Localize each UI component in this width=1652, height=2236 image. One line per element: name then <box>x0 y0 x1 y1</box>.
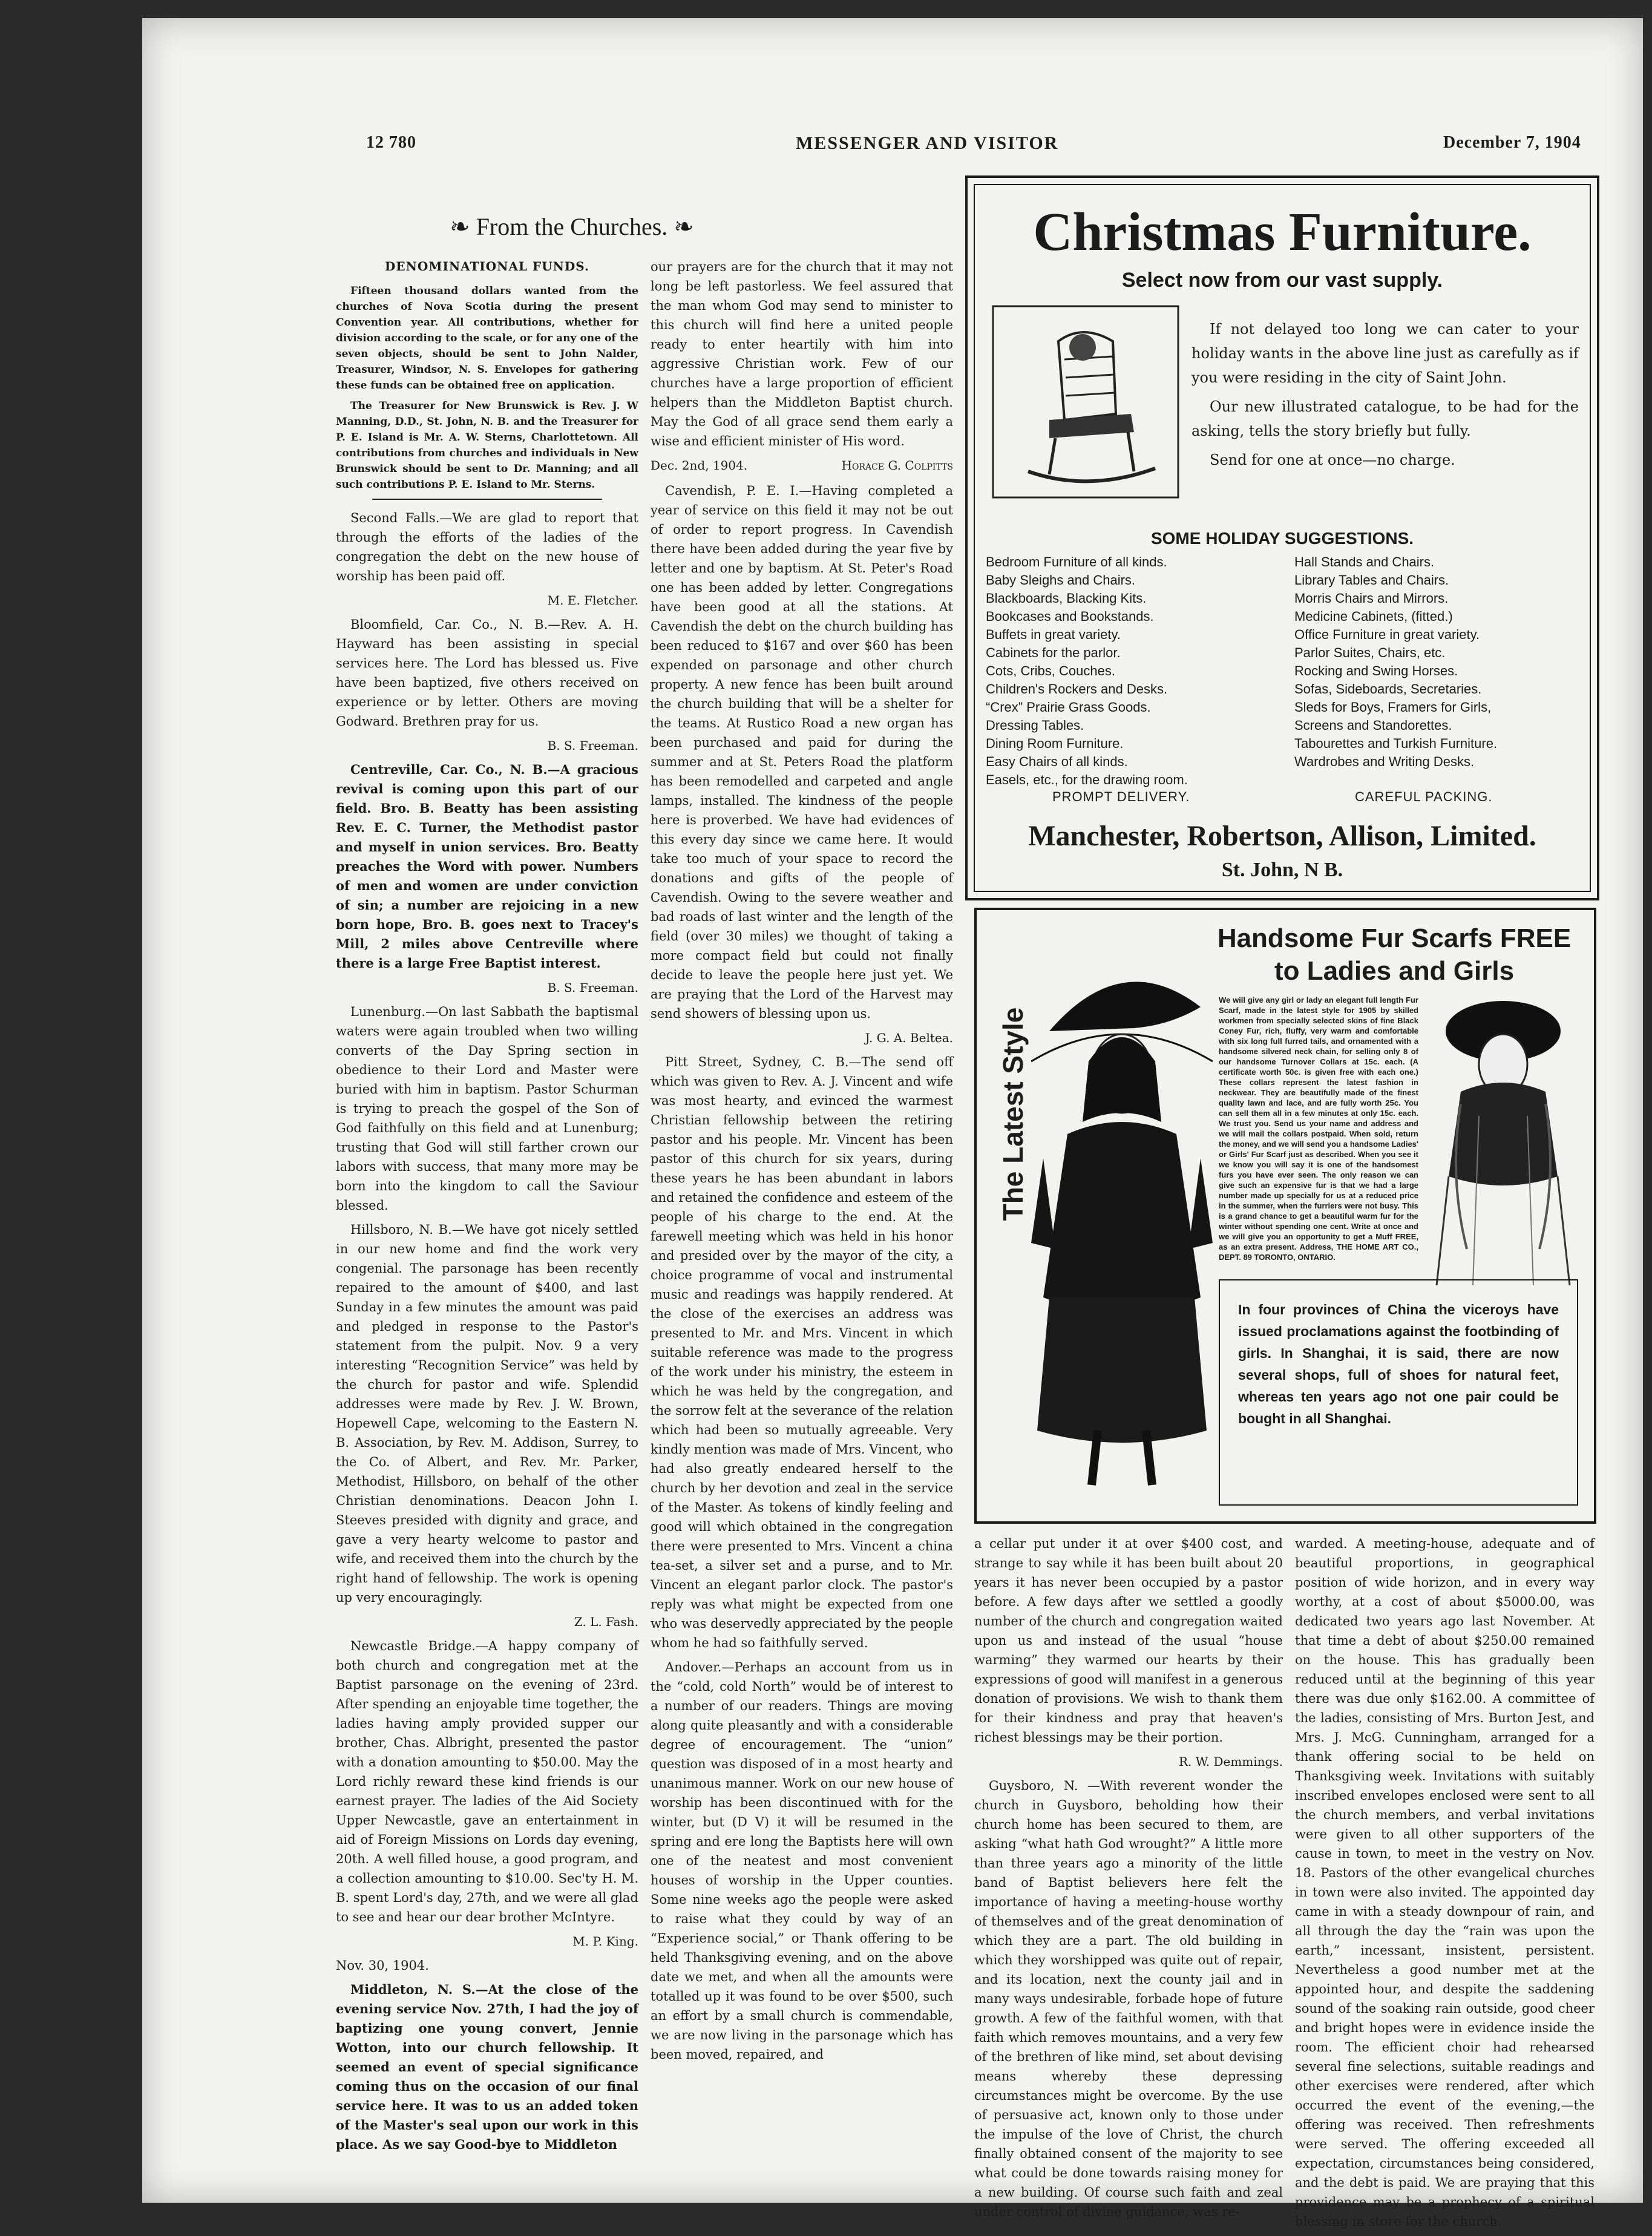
fur-ad-title-2: to Ladies and Girls <box>1274 956 1515 986</box>
suggestion-item: Buffets in great variety. <box>986 627 1121 642</box>
middleton-report: Middleton, N. S.—At the close of the evening service Nov. 27th, I had the joy of baptizing one young convert, Jennie Wotton, into our church fellowship. It seemed an event of special significance coming thus on the occasion of our final service here. It was to us an added token of the Master's seal upon our work in this place. As we say Good-bye to Middleton <box>336 1982 638 2152</box>
suggestion-item: Sofas, Sideboards, Secretaries. <box>1294 681 1482 697</box>
suggestion-item: Dressing Tables. <box>986 718 1084 733</box>
suggestion-item: Office Furniture in great variety. <box>1294 627 1480 642</box>
company-name: Manchester, Robertson, Allison, Limited. <box>1028 820 1536 852</box>
funds-notice: Fifteen thousand dollars wanted from the churches of Nova Scotia during the present Convention year. All contributions, whether for division according to the scale, or for any one of the seven objects, should be sent to John Nalder, Treasurer, Windsor, N. S. Envelopes for gathering these funds can be obtained free on application. <box>336 285 638 392</box>
suggestion-item: Medicine Cabinets, (fitted.) <box>1294 609 1453 624</box>
signature: B. S. Freeman. <box>547 980 638 995</box>
funds-heading: DENOMINATIONAL FUNDS. <box>385 259 589 274</box>
andover-report: Andover.—Perhaps an account from us in the “cold, cold North” would be of interest to a number of our readers. Things are moving along quite pleasantly and with a considerable degree of encouragement. The “union” question was disposed of in a most hearty and unanimous manner. Work on our new house of worship has been discontinued with for the winter, but (D V) it will be resumed in the spring and ere long the Baptists here will own one of the neatest and most convenient houses of worship in the Upper counties. Some nine weeks ago the people were asked to raise what they could by way of an “Experience social,” or Thank offering to be held Thanksgiving evening, and on the above date we met, and when all the amounts were totalled up it was found to be over $500, such an effort by a small church is commendable, we are now living in the parsonage which has been moved, repaired, and <box>651 1660 953 2062</box>
ad-body-text: If not delayed too long we can cater to your holiday wants in the above line just as carefully as if you were residing in the city of Saint John. <box>1191 321 1579 386</box>
suggestion-item: Tabourettes and Turkish Furniture. <box>1294 736 1498 751</box>
girl-in-fur-coat-illustration <box>1031 959 1213 1503</box>
signature: J. G. A. Beltea. <box>865 1031 953 1045</box>
guysboro-continued: warded. A meeting-house, adequate and of beautiful proportions, in geographical position of wide horizon, and in every way worthy, at a cost of about $5000.00, was dedicated two years ago last November. At that time a debt of about $250.00 remained on the house. This has gradually been reduced until at the beginning of this year there was due only $162.00. A committee of the ladies, consisting of Mrs. Burton Jest, and Mrs. J. McG. Cunningham, arranged for a thank offering social to be held on Thanksgiving week. Invitations with suitably inscribed envelopes enclosed were sent to all the church members, and verbal invitations were given to all other supporters of the cause in town, to meet in the vestry on Nov. 18. Pastors of the other evangelical churches in town were also invited. The appointed day came in with a steady downpour of rain, and all through the day the “rain was upon the earth,” incessant, insistent, persistent. Nevertheless a good number met at the appointed hour, and despite the saddening sound of the soaking rain outside, good cheer and bright hopes were in evidence inside the room. The efficient choir had rehearsed several fine selections, suitable readings and other exercises were rendered, after which occurred the event of the evening,—the offering was received. Then refreshments were served. The offering exceeded all expectation, circumstances being considered, and the debt is paid. We are praying that this providence may be a prophecy of a spiritual blessing in store for the church. <box>1295 1536 1595 2229</box>
newspaper-page <box>142 18 1643 2229</box>
column-1 <box>336 212 694 2159</box>
column-3-lower <box>974 1534 1283 2226</box>
suggestion-item: Rocking and Swing Horses. <box>1294 663 1458 678</box>
page-number: 12 780 <box>366 133 416 152</box>
suggestion-item: Hall Stands and Chairs. <box>1294 554 1435 569</box>
suggestions-list-right <box>1294 553 1585 771</box>
guysboro-report: Guysboro, N. —With reverent wonder the church in Guysboro, beholding how their church home has been secured to them, are asking “what hath God wrought?” A little more than three years ago a minority of the little band of Baptist believers here felt the importance of having a meeting-house worthy of themselves and of the great denomination of which they are a part. The old building in which they worshipped was quite out of repair, and its location, next the county jail and in many ways undesirable, forbade hope of future growth. A few of the faithful women, with that faith which removes mountains, and a very few of the brethren of like mind, set about devising means whereby these depressing circumstances might be overcome. By the use of persuasive act, known only to those under the impulse of the love of Christ, the church finally obtained consent of the majority to see what could be done towards raising money for a new building. Of course such faith and zeal under control of divine guidance, was re- <box>974 1779 1283 2219</box>
latest-style-banner <box>989 946 1029 1285</box>
issue-date: December 7, 1904 <box>1443 133 1581 152</box>
cavendish-report: Cavendish, P. E. I.—Having completed a year of service on this field it may not be out of order to report progress. In Cavendish there have been added during the year five by letter and one by baptism. At St. Peter's Road one has been added by letter. Congregations have been good at all the stations. At Cavendish the debt on the church building has been reduced to $167 and over $60 has been expended on parsonage and other church property. A new fence has been built around the church building that will be a shelter for the teams. At Rustico Road a new organ has been purchased and paid for during the summer and at St. Peters Road the platform has been remodelled and carpeted and angle lamps, installed. The kindness of the people here is proverbed. We have had evidences of this every day since we came here. It would take too much of your space to record the donations and gifts of the people of Cavendish. Owing to the severe weather and bad roads of last winter and the length of the field (over 30 miles) we thought of taking a more compact field but could not finally decide to leave the people here just yet. We are praying that the Lord of the Harvest may send showers of blessing upon us. <box>651 484 953 1021</box>
suggestion-item: Wardrobes and Writing Desks. <box>1294 754 1475 769</box>
suggestion-item: Children's Rockers and Desks. <box>986 681 1168 697</box>
signature: B. S. Freeman. <box>547 738 638 753</box>
china-note-box <box>1219 1279 1578 1506</box>
suggestions-list-left <box>986 553 1288 789</box>
dateline: Nov. 30, 1904. <box>336 1958 429 1973</box>
suggestion-item: Bedroom Furniture of all kinds. <box>986 554 1167 569</box>
sydney-report: Pitt Street, Sydney, C. B.—The send off which was given to Rev. A. J. Vincent and wife was most hearty, and evinced the warmest Christian fellowship between the retiring pastor and his people. Mr. Vincent has been pastor of this church for six years, during these years he has been abundant in labors and retained the confidence and esteem of the people of his charge to the end. At the farewell meeting which was held in his honor and presided over by the mayor of the city, a choice programme of vocal and instrumental music and readings was happily rendered. At the close of the exercises an address was presented to Mr. and Mrs. Vincent in which suitable reference was made to the progress of the work under his ministry, the esteem in which he was held by the congregation, and the sorrow felt at the severance of the relation which had been so mutually agreeable. Very kindly mention was made of Mrs. Vincent, who had also greatly endeared herself to the church by her devotion and zeal in the service of the Master. As tokens of kindly feeling and good will which obtained in the congregation there were presented to Mrs. Vincent a china tea-set, a silver set and a purse, and to Mr. Vincent an elegant parlor clock. The pastor's reply was what might be expected from one who was deservedly appreciated by the people whom he had so faithfully served. <box>651 1055 953 1650</box>
signature: M. P. King. <box>572 1934 638 1949</box>
suggestions-heading: SOME HOLIDAY SUGGESTIONS. <box>1150 529 1414 548</box>
china-footbinding-note: In four provinces of China the viceroys have issued proclamations against the footbinding of girls. In Shanghai, it is said, there are now several shops, full of shoes for natural feet, whereas ten years ago not one pair could be bought in all Shanghai. <box>1238 1302 1559 1426</box>
bloomfield-report: Bloomfield, Car. Co., N. B.—Rev. A. H. Hayward has been assisting in special services here. The Lord has blessed us. Five have been baptized, five others received on experience or by letter. Others are moving Godward. Brethren pray for us. <box>336 617 638 729</box>
suggestion-item: Baby Sleighs and Chairs. <box>986 572 1136 588</box>
ad-subtitle: Select now from our vast supply. <box>1121 269 1443 292</box>
company-city: St. John, N B. <box>1221 859 1343 881</box>
ad-title: Christmas Furniture. <box>1033 202 1532 262</box>
ad-catalogue-text: Our new illustrated catalogue, to be had for the asking, tells the story briefly but fully. <box>1191 398 1579 439</box>
divider <box>372 499 602 500</box>
prompt-delivery: PROMPT DELIVERY. <box>1052 789 1190 804</box>
fur-ad-headline <box>1207 922 1582 988</box>
ad-send-text: Send for one at once—no charge. <box>1210 451 1455 468</box>
signature: Z. L. Fash. <box>574 1615 638 1629</box>
side-text: The Latest Style <box>997 1007 1029 1221</box>
christmas-furniture-ad <box>965 175 1599 900</box>
suggestion-item: “Crex” Prairie Grass Goods. <box>986 700 1151 715</box>
signature: M. E. Fletcher. <box>547 593 638 608</box>
suggestion-item: Easels, etc., for the drawing room. <box>986 772 1188 787</box>
suggestion-item: Parlor Suites, Chairs, etc. <box>1294 645 1446 660</box>
newcastle-bridge-report: Newcastle Bridge.—A happy company of both church and congregation met at the Baptist parsonage on the evening of 23rd. After spending an enjoyable time together, the ladies having amply provided supper our brother, Chas. Albright, presented the pastor with a donation amounting to $50.00. May the Lord richly reward these kind friends is our earnest prayer. The ladies of the Aid Society Upper Newcastle, gave an entertainment in aid of Foreign Missions on Lords day evening, 20th. A well filled house, a good program, and a collection amounting to $10.00. Sec'ty H. M. B. spent Lord's day, 27th, and we were all glad to see and hear our dear brother McIntyre. <box>336 1639 638 1924</box>
careful-packing: CAREFUL PACKING. <box>1355 789 1493 804</box>
funds-treasurers: The Treasurer for New Brunswick is Rev. J. W Manning, D.D., St. John, N. B. and the Treasurer for P. E. Island is Mr. A. W. Sterns, Charlottetown. All contributions from churches and individuals in New Brunswick should be sent to Dr. Manning; and all such contributions P. E. Island to Mr. Sterns. <box>336 400 638 491</box>
suggestion-item: Sleds for Boys, Framers for Girls, <box>1294 700 1492 715</box>
suggestion-item: Bookcases and Bookstands. <box>986 609 1154 624</box>
suggestion-item: Library Tables and Chairs. <box>1294 572 1449 588</box>
fleuron-left-icon: ❧ <box>450 213 476 240</box>
suggestion-item: Dining Room Furniture. <box>986 736 1124 751</box>
second-falls-report: Second Falls.—We are glad to report that through the efforts of the ladies of the congregation the debt on the new house of worship has been paid off. <box>336 511 638 583</box>
signature-date: Dec. 2nd, 1904. <box>651 458 748 473</box>
signature-line <box>651 456 953 475</box>
centreville-report: Centreville, Car. Co., N. B.—A gracious revival is coming upon this part of our field. Bro. B. Beatty has been assisting Rev. E. C. Turner, the Methodist pastor and myself in union services. Bro. Beatty preaches the Word with power. Numbers of men and women are under conviction of sin; a number are rejoicing in a new born hope, Bro. B. goes next to Tracey's Mill, 2 miles above Centreville where there is a large Free Baptist interest. <box>336 762 638 971</box>
suggestion-item: Screens and Standorettes. <box>1294 718 1452 733</box>
hillsboro-report: Hillsboro, N. B.—We have got nicely settled in our new home and find the work very congenial. The parsonage has been recently repaired to the amount of $400, and last Sunday in a few minutes the amount was paid and pledged in response to the Pastor's statement from the pulpit. Nov. 9 a very interesting “Recognition Service” was held by the church for pastor and wife. Splendid addresses were made by Rev. J. W. Brown, Hopewell Cape, welcoming to the Eastern N. B. Association, by Rev. M. Addison, Surrey, to the Co. of Albert, and Rev. Mr. Parker, Methodist, Hillsboro, on behalf of the other Christian denominations. Deacon John I. Steeves presided with dignity and grace, and gave a very hearty welcome to pastor and wife, and received them into the church by the right hand of fellowship. The work is opening up very encouragingly. <box>336 1222 638 1605</box>
ad-body <box>1191 317 1579 472</box>
andover-continued: a cellar put under it at over $400 cost, and strange to say while it has been built about 20 years it has never been occupied by a pastor before. A few days after we settled a goodly number of the church and congregation waited upon us and instead of the usual “house warming” they warmed our hearts by their expressions of good will manifest in a generous donation of provisions. We wish to thank them for their kindness and pray that heaven's richest blessings may be their portion. <box>974 1536 1283 1745</box>
lunenburg-report: Lunenburg.—On last Sabbath the baptismal waters were again troubled when two willing converts of the Day Spring section in obedience to their Lord and Master were buried with him in baptism. Pastor Schurman is trying to preach the gospel of the Son of God faithfully on this field and at Lunenburg; trusting that God will still farther crown our labors with success, that many more may be born into the kingdom to call the Saviour blessed. <box>336 1005 638 1213</box>
rocking-chair-illustration <box>992 305 1179 499</box>
fur-ad-body: We will give any girl or lady an elegant full length Fur Scarf, made in the latest style for 1905 by skilled workmen from specially selected skins of fine Black Coney Fur, rich, fluffy, very warm and comfortable with six long full furred tails, and ornamented with a handsome silvered neck chain, for selling only 8 of our handsome Turnover Collars at 15c. each. (A certificate worth 50c. is given free with each one.) These collars represent the latest fashion in neckwear. They are beautifully made of the finest quality lawn and lace, and are fully worth 25c. You can sell them all in a few minutes at only 15c. each. We trust you. Send us your name and address and we will mail the collars postpaid. When sold, return the money, and we will send you a handsome Ladies' or Girls' Fur Scarf just as described. When you see it we know you will say it is one of the handsomest furs you have ever seen. The only reason we can give such an expensive fur is that we had a large number made up specially for us at a reduced price in the summer, when the furriers were not busy. This is a grand chance to get a beautiful warm fur for the winter without spending one cent. Write at once and we will give you an opportunity to get a Muff FREE, as an extra present. Address, THE HOME ART CO., DEPT. 89 TORONTO, ONTARIO. <box>1219 995 1418 1262</box>
signature: Horace G. Colpitts <box>841 458 953 473</box>
masthead-title: MESSENGER AND VISITOR <box>796 133 1059 153</box>
fur-scarf-ad <box>974 908 1596 1524</box>
suggestion-item: Cabinets for the parlor. <box>986 645 1121 660</box>
fur-ad-title-1: Handsome Fur Scarfs FREE <box>1217 923 1572 953</box>
section-title: ❧ From the Churches. ❧ <box>450 213 694 240</box>
suggestion-item: Easy Chairs of all kinds. <box>986 754 1128 769</box>
suggestion-item: Blackboards, Blacking Kits. <box>986 591 1147 606</box>
lady-in-fur-scarf-illustration <box>1424 995 1582 1297</box>
signature: R. W. Demmings. <box>1178 1754 1283 1769</box>
fleuron-right-icon: ❧ <box>667 213 694 240</box>
suggestion-item: Morris Chairs and Mirrors. <box>1294 591 1449 606</box>
suggestion-item: Cots, Cribs, Couches. <box>986 663 1115 678</box>
column-4-lower <box>1295 1534 1595 2236</box>
middleton-continued: our prayers are for the church that it may not long be left pastorless. We feel assured that the man whom God may send to minister to this church will find here a united people ready to enter heartily with him into aggressive Christian work. Few of our churches have a large proportion of efficient helpers than the Middleton Baptist church. May the God of all grace send them early a wise and efficient minister of His word. <box>651 260 953 448</box>
column-2 <box>651 257 953 2069</box>
